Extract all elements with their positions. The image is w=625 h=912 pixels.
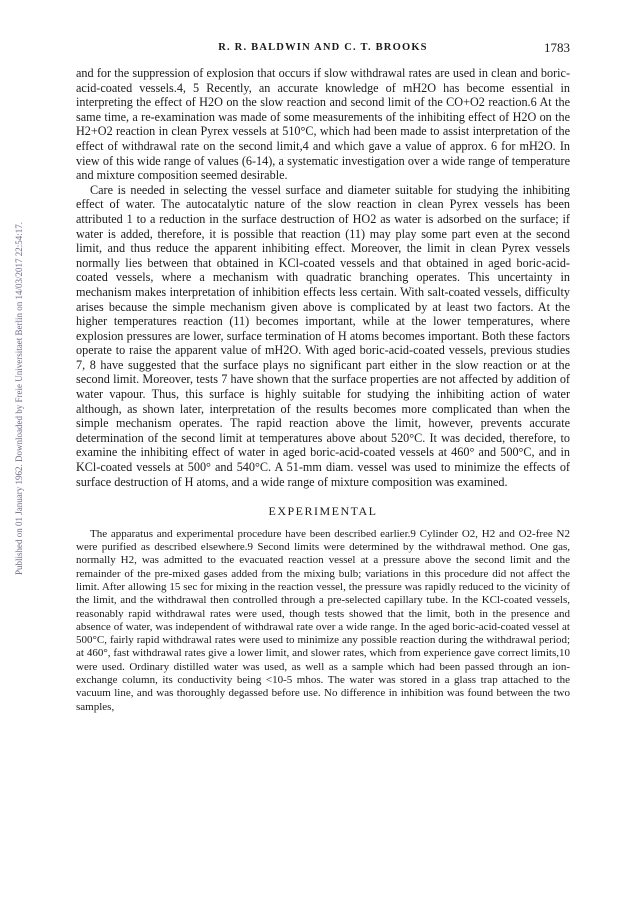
paragraph: and for the suppression of explosion that occurs if slow withdrawal rates are used in clean and boric-acid-coated vessels.4, 5 Recently, an accurate knowledge of mH2O has become essential in interpreting the effect of H2O on the slow reaction and second limit of the CO+O2 reaction.6 At the same time, a re-examination was made of some measurements of the inhibiting effect of H2O on the H2+O2 reaction in clean Pyrex vessels at 510°C, which had been made to assist interpretation of the effect of withdrawal rate on the second limit,4 and which gave a value of approx. 6 for mH2O. In view of this wide range of values (6-14), a systematic investigation over a wide range of temperature and mixture composition seemed desirable.: [76, 66, 570, 183]
side-download-note: [4, 140, 24, 585]
section-heading: EXPERIMENTAL: [268, 504, 378, 519]
running-head: R. R. BALDWIN AND C. T. BROOKS: [218, 42, 428, 53]
page-number: 1783: [544, 40, 570, 55]
side-download-note-text: Published on 01 January 1962. Downloaded by Freie Universitaet Berlin on 14/03/2017 22:54:17.: [14, 222, 24, 575]
paragraph: Care is needed in selecting the vessel surface and diameter suitable for studying the inhibiting effect of water. The autocatalytic nature of the slow reaction in clean Pyrex vessels has been attributed 1 to a reduction in the surface destruction of HO2 as water is adsorbed on the surface; if water is added, therefore, it is possible that reaction (11) may play some part even at the second limit, and thus reduce the apparent inhibiting effect. Moreover, the limit in clean Pyrex vessels normally lies between that obtained in KCl-coated vessels and that obtained in aged boric-acid-coated vessels, where a mechanism with quadratic branching operates. This uncertainty in mechanism makes interpretation of inhibition effects less certain. With salt-coated vessels, difficulty arises because the simple mechanism given above is complicated by at least two factors. At the higher temperatures reaction (11) becomes important, while at the lower temperatures, where explosion pressures are lower, surface termination of H atoms becomes important. Both these factors operate to raise the apparent value of mH2O. With aged boric-acid-coated vessels, previous studies 7, 8 have suggested that the surface plays no significant part either in the slow reaction or at the second limit. Moreover, tests 7 have shown that the surface properties are not affected by addition of water vapour. Thus, this surface is highly suitable for studying the inhibiting action of water although, as shown later, interpretation of the results becomes more complicated than when the simple mechanism operates. The rapid reaction above the limit, however, prevents accurate determination of the second limit at temperatures above about 520°C. It was decided, therefore, to examine the inhibiting effect of water in aged boric-acid-coated vessels at 460° and 500°C, and in KCl-coated vessels at 500° and 540°C. A 51-mm diam. vessel was used to minimize the effects of surface destruction of H atoms, and a wide range of mixture composition was examined.: [76, 182, 570, 489]
page-header: [76, 40, 570, 58]
paragraph: The apparatus and experimental procedure have been described earlier.9 Cylinder O2, H2 and O2-free N2 were purified as described elsewhere.9 Second limits were determined by the withdrawal method. One gas, normally H2, was admitted to the evacuated reaction vessel at a pressure above the second limit and the remainder of the pre-mixed gases added from the mixing bulb; variations in this procedure did not affect the limit. After allowing 15 sec for mixing in the reaction vessel, the pressure was rapidly reduced to the vicinity of the limit, and the withdrawal then controlled through a pre-selected capillary tube. In the KCl-coated vessels, reasonably rapid withdrawal rates were used, though tests showed that the limit, both in the presence and absence of water, was independent of withdrawal rate over a wide range. In the aged boric-acid-coated vessel at 500°C, fairly rapid withdrawal rates were used to minimize any possible reaction during the withdrawal period; at 460°, fast withdrawal rates give a lower limit, and slower rates, which from experience gave correct limits,10 were used. Ordinary distilled water was used, as well as a sample which had been passed through an ion-exchange column, its conductivity being <10-5 mhos. The water was stored in a glass trap attached to the vacuum line, and was thoroughly degassed before use. No difference in inhibition was found between the two samples,: [76, 527, 570, 713]
article-body: [76, 66, 570, 714]
